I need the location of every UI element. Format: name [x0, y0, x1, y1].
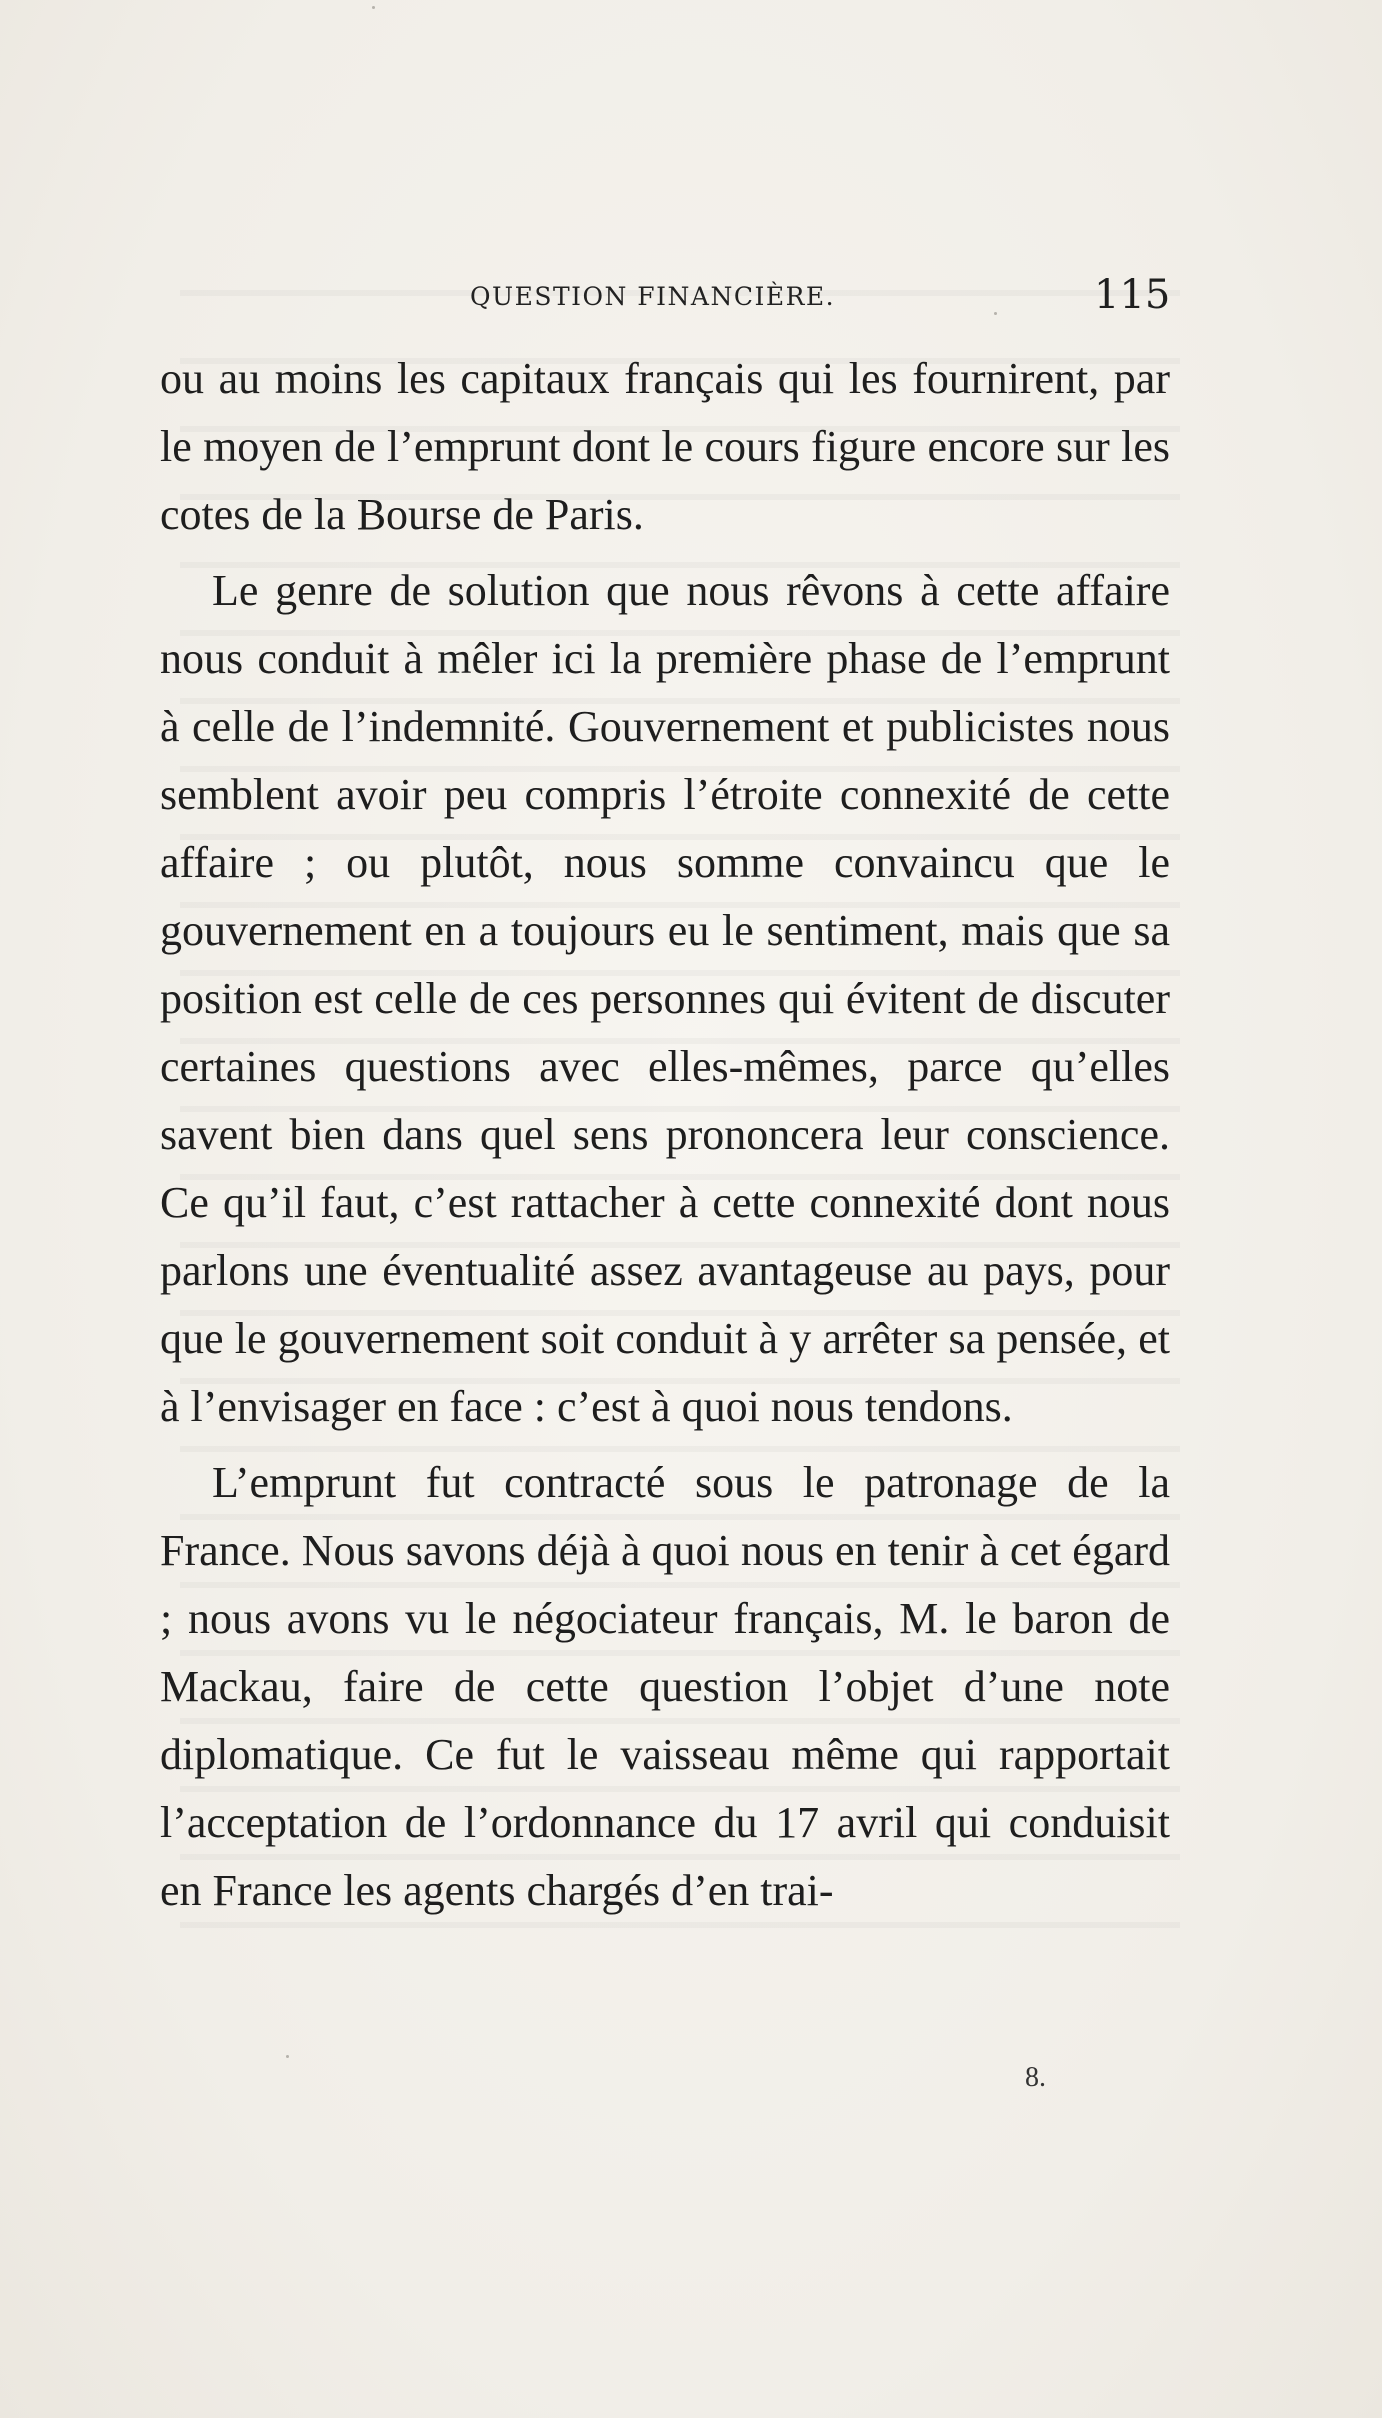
paper-speck — [286, 2055, 289, 2058]
paper-speck — [372, 6, 375, 9]
running-title: QUESTION FINANCIÈRE. — [470, 282, 836, 311]
signature-mark: 8. — [1025, 2062, 1046, 2093]
paragraph-2: Le genre de solution que nous rêvons à cette affaire nous conduit à mêler ici la première phase de l’emprunt à celle de l’indemnité. Gouvernement et publicistes nous semblent avoir peu compris l’étroite connexité de cette affaire ; ou plutôt, nous somme convaincu que le gouvernement en a toujours eu le sentiment, mais que sa position est celle de ces personnes qui évitent de discuter certaines questions avec elles-mêmes, parce qu’elles savent bien dans quel sens prononcera leur conscience. Ce qu’il faut, c’est rattacher à cette connexité dont nous parlons une éventualité assez avantageuse au pays, pour que le gouvernement soit conduit à y arrêter sa pensée, et à l’envisager en face : c’est à quoi nous tendons. — [160, 566, 1170, 1431]
paragraph-3: L’emprunt fut contracté sous le patronage de la France. Nous savons déjà à quoi nous en tenir à cet égard ; nous avons vu le négociateur français, M. le baron de Mackau, faire de cette question l’objet d’une note diplomatique. Ce fut le vaisseau même qui rapportait l’acceptation de l’ordonnance du 17 avril qui conduisit en France les agents chargés d’en trai- — [160, 1458, 1170, 1915]
page-number: 115 — [1094, 272, 1171, 318]
paragraph-1: ou au moins les capitaux français qui les fournirent, par le moyen de l’emprunt dont le cours figure encore sur les cotes de la Bourse de Paris. — [160, 354, 1170, 539]
body-text — [160, 345, 1170, 1925]
paper-speck — [994, 312, 997, 315]
running-head — [0, 272, 1382, 332]
